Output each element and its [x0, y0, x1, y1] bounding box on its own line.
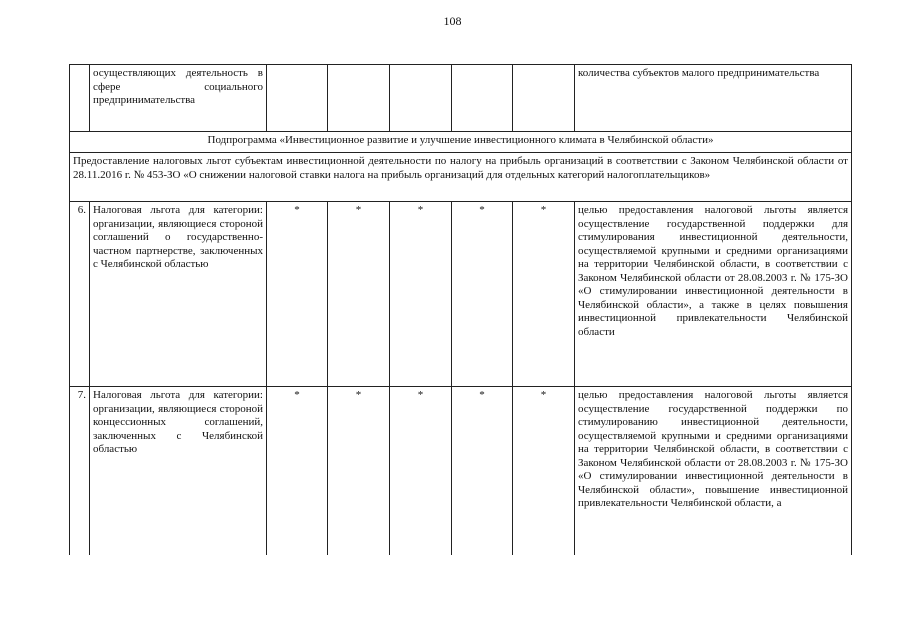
indicator-mark: *	[390, 202, 452, 387]
benefit-goal-cell: целью предоставления налоговой льготы является осуществление государственной поддержки для стимулирования инвестиционной деятельности, осуществляемой крупными и средними организациями на территории Челябинской области, в соответствии с Законом Челябинской области от 28.08.2003 г. № 175-ЗО «О стимулировании инвестиционной деятельности в Челябинской области», а также в целях повышения инвестиционной привлекательности Челябинской области	[575, 202, 852, 387]
subprogram-heading-row	[70, 132, 852, 153]
benefit-name-cell: Налоговая льгота для категории: организации, являющиеся стороной концессионных соглашений, заключенных с Челябинской областью	[90, 387, 267, 556]
indicator-mark: *	[513, 387, 575, 556]
benefit-name-cell: Налоговая льгота для категории: организации, являющиеся стороной соглашений о государственно-частном партнерстве, заключенных с Челябинской областью	[90, 202, 267, 387]
indicator-cell	[452, 65, 513, 132]
indicator-mark: *	[267, 387, 328, 556]
indicator-cell	[328, 65, 390, 132]
indicator-cell	[513, 65, 575, 132]
row-number: 6.	[70, 202, 90, 387]
subprogram-heading: Подпрограмма «Инвестиционное развитие и улучшение инвестиционного климата в Челябинской области»	[70, 132, 852, 153]
indicator-cell	[390, 65, 452, 132]
provision-row	[70, 153, 852, 202]
tax-benefits-table	[69, 64, 852, 555]
provision-text: Предоставление налоговых льгот субъектам инвестиционной деятельности по налогу на прибыль организаций в соответствии с Законом Челябинской области от 28.11.2016 г. № 453-ЗО «О снижении налоговой ставки налога на прибыль организаций для отдельных категорий налогоплательщиков»	[70, 153, 852, 202]
indicator-mark: *	[267, 202, 328, 387]
indicator-mark: *	[452, 202, 513, 387]
indicator-mark: *	[513, 202, 575, 387]
benefit-name-cell: осуществляющих деятельность в сфере социального предпринимательства	[90, 65, 267, 132]
indicator-mark: *	[390, 387, 452, 556]
indicator-mark: *	[328, 387, 390, 556]
indicator-mark: *	[328, 202, 390, 387]
page-number: 108	[443, 14, 462, 28]
number-cell	[70, 65, 90, 132]
table-row	[70, 202, 852, 387]
table-row	[70, 387, 852, 556]
benefit-goal-cell: целью предоставления налоговой льготы является осуществление государственной поддержки по стимулированию инвестиционной деятельности, осуществляемой крупными и средними организациями на территории Челябинской области, в соответствии с Законом Челябинской области от 28.08.2003 г. № 175-ЗО «О стимулировании инвестиционной деятельности в Челябинской области», повышение инвестиционной привлекательности Челябинской области, а	[575, 387, 852, 556]
table-row-continuation	[70, 65, 852, 132]
indicator-cell	[267, 65, 328, 132]
row-number: 7.	[70, 387, 90, 556]
indicator-mark: *	[452, 387, 513, 556]
benefit-goal-cell: количества субъектов малого предпринимательства	[575, 65, 852, 132]
